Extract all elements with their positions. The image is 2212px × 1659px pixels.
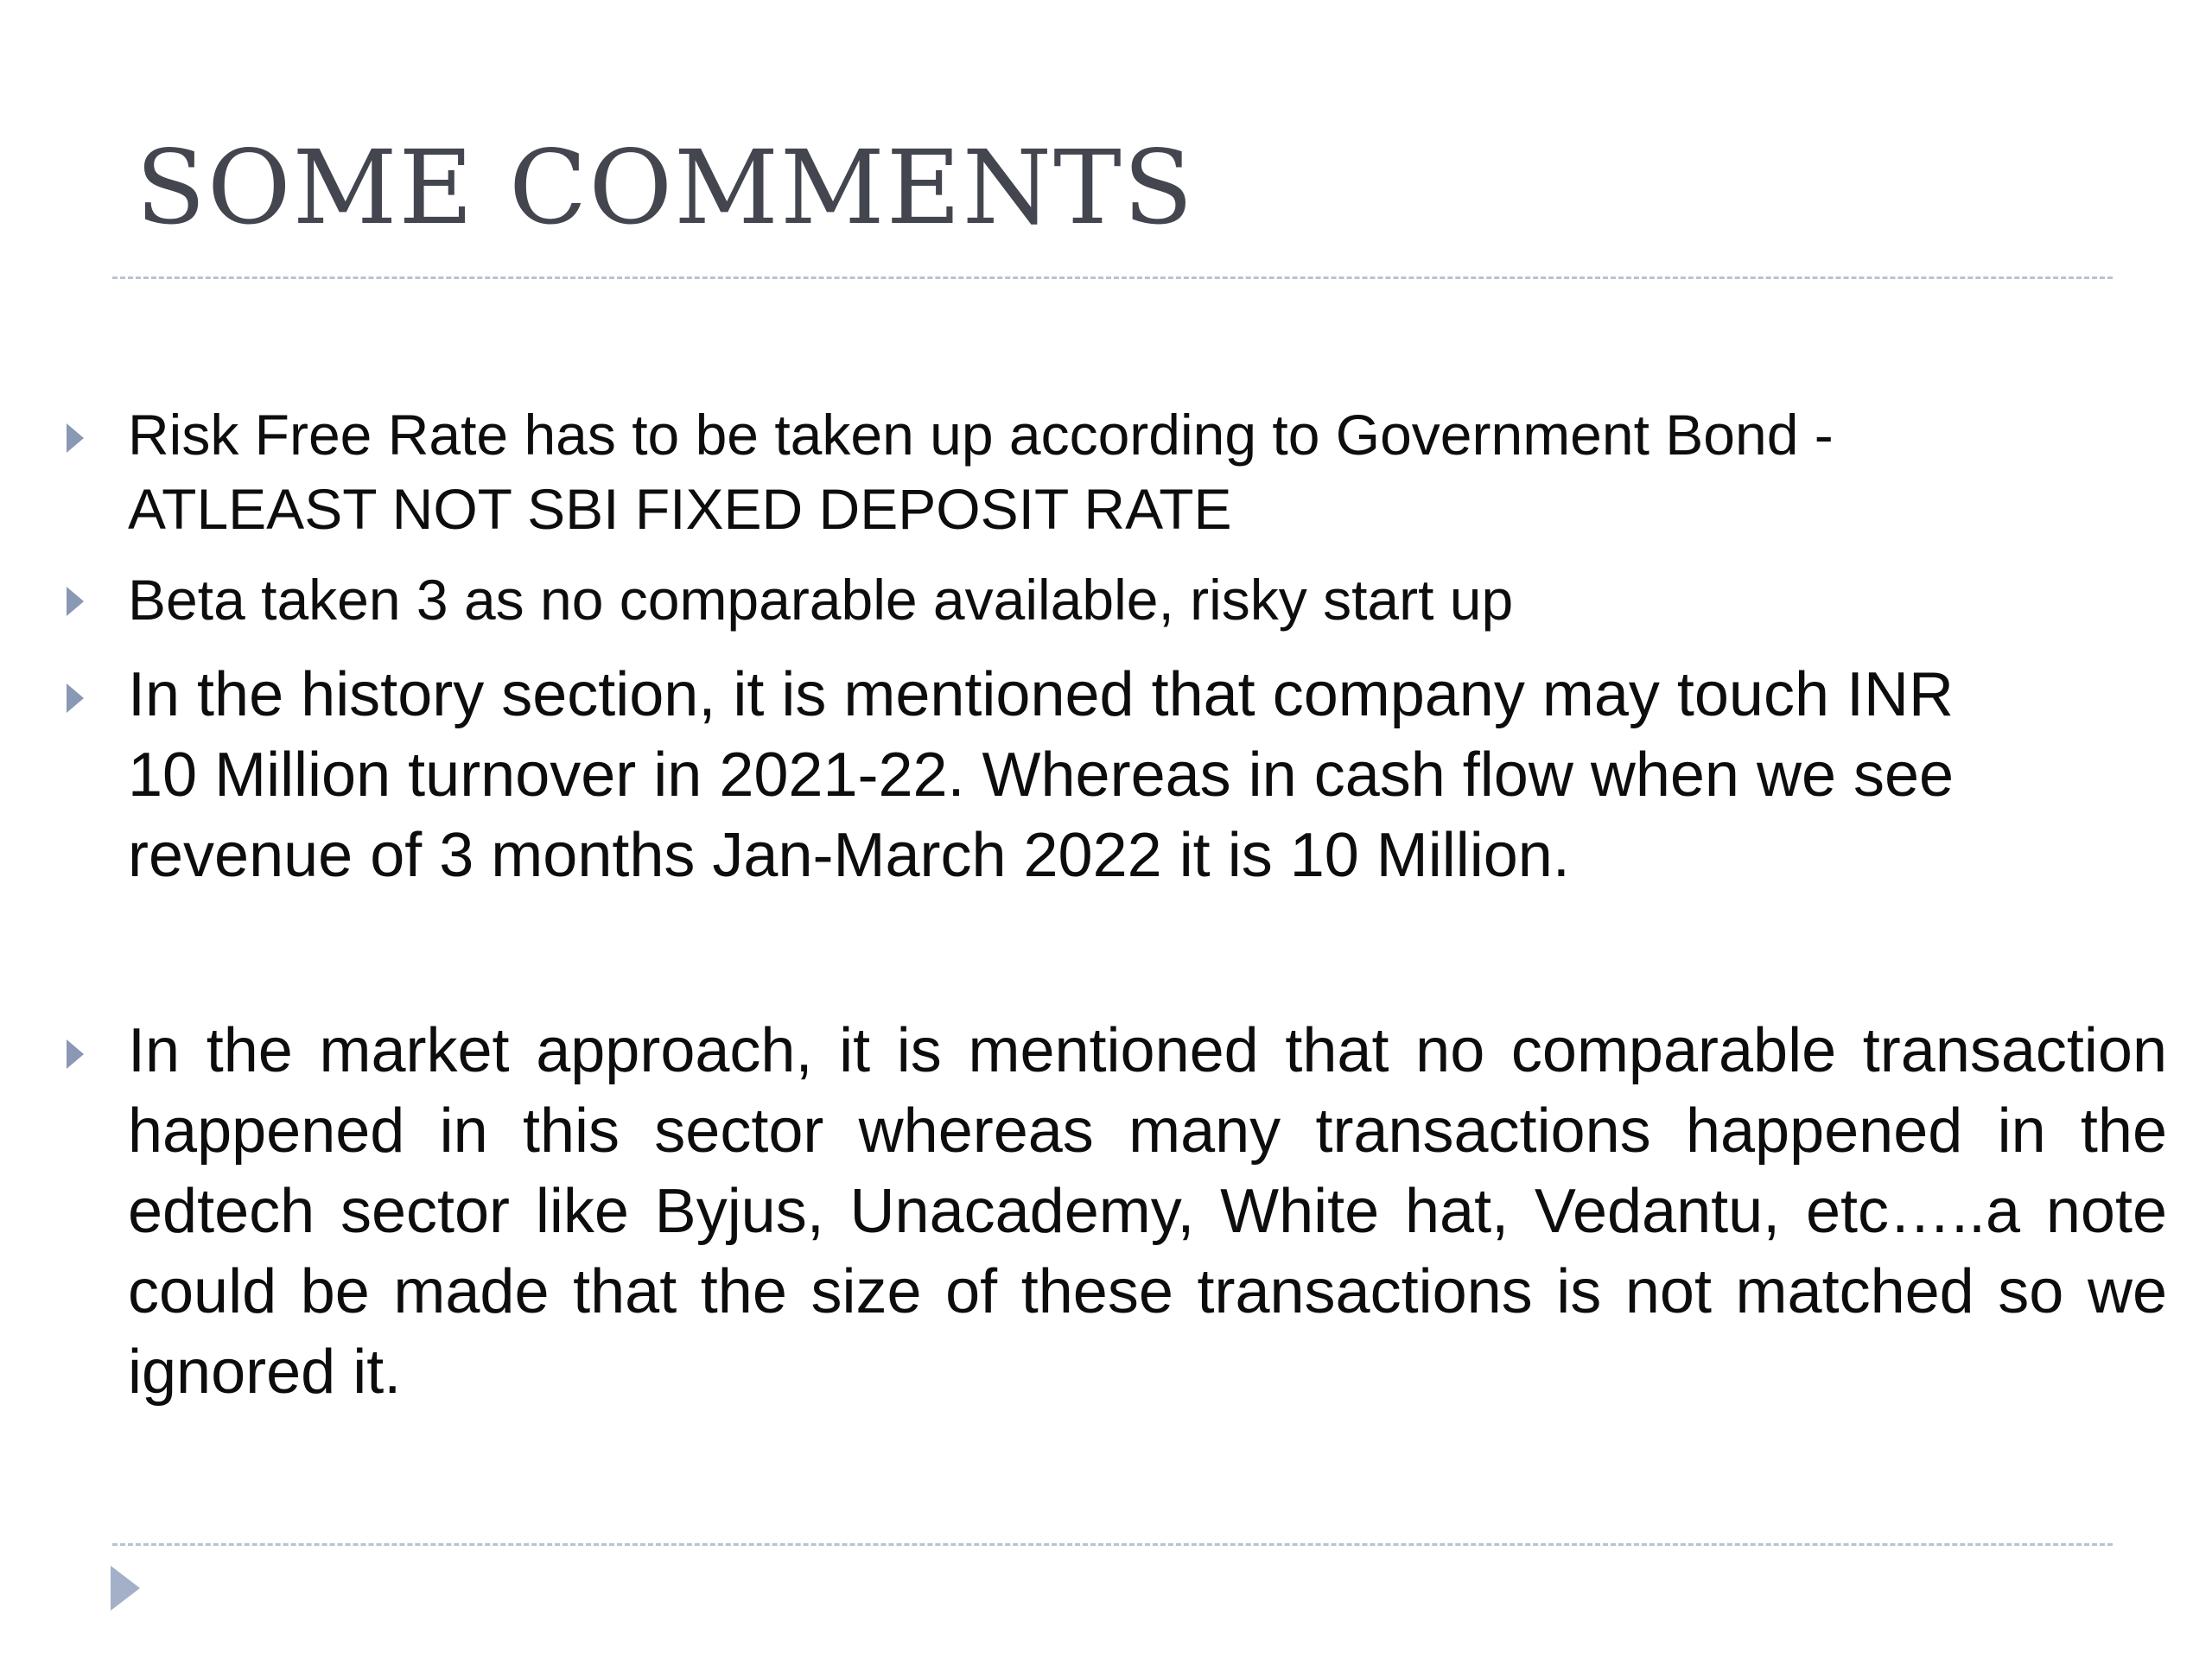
footer-divider bbox=[112, 1543, 2113, 1546]
triangle-right-icon bbox=[67, 587, 84, 616]
triangle-right-icon bbox=[111, 1566, 140, 1611]
bullet-line: 10 Million turnover in 2021-22. Whereas in cash flow when we see bbox=[128, 741, 1955, 810]
bullet-text bbox=[128, 397, 2133, 546]
slide-title: SOME COMMENTS bbox=[136, 128, 1195, 247]
bullet-text bbox=[128, 563, 2133, 637]
bullet-line: In the history section, it is mentioned that company may touch INR bbox=[128, 660, 1954, 729]
triangle-right-icon bbox=[67, 423, 84, 453]
bullet-line: ATLEAST NOT SBI FIXED DEPOSIT RATE bbox=[128, 477, 1232, 541]
bullet-text bbox=[128, 655, 2176, 896]
triangle-right-icon bbox=[67, 683, 84, 713]
triangle-right-icon bbox=[67, 1039, 84, 1069]
bullet-text: In the market approach, it is mentioned that no comparable transaction happened in this sector whereas many transactions happened in the edtech sector like Byjus, Unacademy, White hat, Vedantu, etc…..a note could be made that the size of these transactions is not matched so we ignored it. bbox=[128, 1016, 2167, 1407]
bullet-line: Risk Free Rate has to be taken up according to Government Bond - bbox=[128, 403, 1834, 467]
bullet-line: Beta taken 3 as no comparable available, risky start up bbox=[128, 568, 1514, 632]
bullet-line: revenue of 3 months Jan-March 2022 it is 10 Million. bbox=[128, 821, 1570, 890]
